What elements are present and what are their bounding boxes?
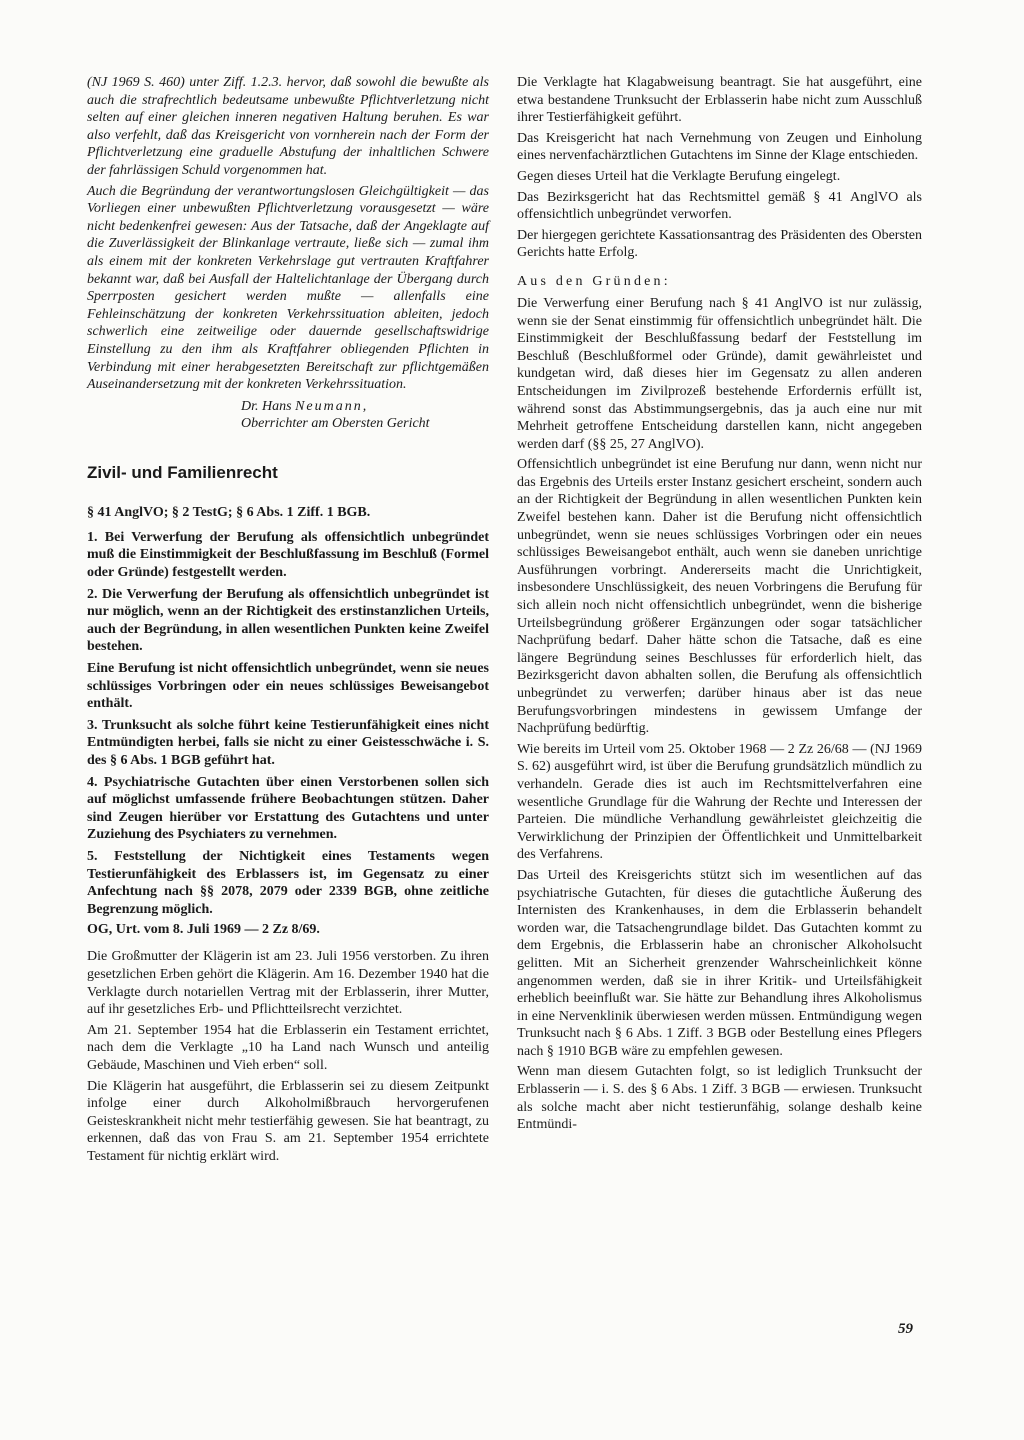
author-prefix: Dr. Hans [241,398,296,414]
author-name [241,398,489,416]
reasons-heading: Aus den Gründen: [517,273,671,289]
headnote: 1. Bei Verwerfung der Berufung als offensichtlich unbegründet muß die Einstimmigkeit der Beschlußfassung im Beschluß (Formel oder Gründe) festgestellt werden. [87,529,489,581]
headnote: 4. Psychiatrische Gutachten über einen Verstorbenen sollen sich auf möglichst umfassende frühere Beobachtungen stützen. Daher sind Zeugen hierüber vor Erstattung des Gutachtens und unter Zuziehung des Psychiaters zu vernehmen. [87,774,489,843]
body-paragraph: Wie bereits im Urteil vom 25. Oktober 1968 — 2 Zz 26/68 — (NJ 1969 S. 62) ausgeführt wird, ist über die Berufung grundsätzlich mündlich zu verhandeln. Gerade dies ist auch im Rechtsmittelverfahren eine wesentliche Grundlage für die Wahrung der Rechte und Interessen der Parteien. Die mündliche Verhandlung gewährleistet gleichzeitig die Verwirklichung der Prinzipien der Öffentlichkeit und Unmittelbarkeit des Verfahrens. [517,741,922,863]
headnote: 5. Feststellung der Nichtigkeit eines Testaments wegen Testierunfähigkeit des Erblassers ist, im Gegensatz zu einer Anfechtung nach §§ 2078, 2079 oder 2339 BGB, ohne zeitliche Begrenzung möglich. [87,848,489,917]
italic-paragraph: Auch die Begründung der verantwortungslosen Gleichgültigkeit — das Vorliegen einer unbewußten Pflichtverletzung vorausgesetzt — wäre nicht bedenkenfrei gewesen: Aus der Tatsache, daß der Angeklagte auf die Zuverlässigkeit der Blinkanlage vertraute, ließe sich — zumal ihm als einem mit der konkreten Verkehrslage gut vertrauten Kraftfahrer bekannt war, daß bei Ausfall der Haltelichtanlage der Übergang durch Sperrposten gesichert werden mußte — allenfalls eine Fehleinschätzung der konkreten Verkehrssituation ableiten, jedoch schwerlich eine zeitweilige oder dauernde gesellschaftswidrige Einstellung zu den ihm als Kraftfahrer obliegenden Pflichten in Verbindung mit einer herabgesetzten Bereitschaft zur pflichtgemäßen Auseinandersetzung mit der konkreten Verkehrssituation. [87,183,489,393]
body-paragraph: Die Großmutter der Klägerin ist am 23. Juli 1956 verstorben. Zu ihren gesetzlichen Erben gehört die Klägerin. Am 16. Dezember 1940 hat die Verklagte durch notariellen Vertrag mit der Erblasserin, ihrer Mutter, auf ihr gesetzliches Erb- und Pflichtteilsrecht verzichtet. [87,949,489,1018]
body-paragraph: Das Kreisgericht hat nach Vernehmung von Zeugen und Einholung eines nervenfachärztlichen Gutachtens im Sinne der Klage entschieden. [517,130,922,164]
body-paragraph: Das Urteil des Kreisgerichts stützt sich im wesentlichen auf das psychiatrische Gutachten, für dieses die gutachtliche Äußerung des Internisten des Krankenhauses, in dem die Erblasserin behandelt worden war, die Tatsachengrundlage bildet. Das Gutachten kommt zu dem Ergebnis, die Erblasserin habe an chronischer Alkoholsucht gelitten. Mit an Sicherheit grenzender Wahrscheinlichkeit könne angenommen werden, daß sie in ihrer Kritik- und Urteilsfähigkeit erheblich beeinflußt war. Sie hätte zur Behandlung ihres Alkoholismus in eine Nervenklinik überwiesen werden müssen. Entmündigung wegen Trunksucht nach § 6 Abs. 1 Ziff. 3 BGB oder Bestellung eines Pflegers nach § 1910 BGB wäre zu empfehlen gewesen. [517,867,922,1059]
page-number: 59 [898,1321,913,1337]
author-suffix: , [362,398,367,414]
body-paragraph: Der hiergegen gerichtete Kassationsantrag des Präsidenten des Obersten Gerichts hatte Erfolg. [517,227,922,261]
italic-paragraph: (NJ 1969 S. 460) unter Ziff. 1.2.3. hervor, daß sowohl die bewußte als auch die strafrechtlich bedeutsame unbewußte Pflichtverletzung nicht selten auf einer gleichen inneren negativen Haltung beruhen. Es war also verfehlt, daß das Kreisgericht von vornherein nach der Form der Pflichtverletzung eine graduelle Abstufung der inhaltlichen Schwere der fahrlässigen Schuld vorgenommen hat. [87,75,489,178]
right-column [517,74,922,1137]
section-title: Zivil- und Familienrecht [87,462,278,482]
headnote: 2. Die Verwerfung der Berufung als offensichtlich unbegründet ist nur möglich, wenn an der Richtigkeit des erstinstanzlichen Urteils, auch der Begründung, in allen wesentlichen Punkten keine Zweifel bestehen. [87,586,489,655]
court-citation: OG, Urt. vom 8. Juli 1969 — 2 Zz 8/69. [87,922,320,938]
headnote: Eine Berufung ist nicht offensichtlich unbegründet, wenn sie neues schlüssiges Vorbringen oder ein neues schlüssiges Beweisangebot enthält. [87,661,489,712]
body-paragraph: Die Verklagte hat Klagabweisung beantragt. Sie hat ausgeführt, eine etwa bestandene Trunksucht der Erblasserin habe nicht zum Ausschluß ihrer Testierfähigkeit geführt. [517,75,922,126]
cited-norms: § 41 AnglVO; § 2 TestG; § 6 Abs. 1 Ziff. 1 BGB. [87,504,371,520]
body-paragraph: Das Bezirksgericht hat das Rechtsmittel gemäß § 41 AnglVO als offensichtlich unbegründet verworfen. [517,189,922,223]
author-title: Oberrichter am Obersten Gericht [241,416,430,432]
body-paragraph: Am 21. September 1954 hat die Erblasserin ein Testament errichtet, nach dem die Verklagte „10 ha Land nach Wunsch und anteilig Gebäude, Maschinen und Vieh erben“ soll. [87,1022,489,1073]
body-paragraph: Offensichtlich unbegründet ist eine Berufung nur dann, wenn nicht nur das Ergebnis des Urteils erster Instanz gesichert erscheint, sondern auch an der Richtigkeit der Begründung in allen wesentlichen Punkten kein Zweifel bestehen kann. Daher ist die Berufung nicht offensichtlich unbegründet, wenn sie neues schlüssiges Vorbringen oder ein neues schlüssiges Beweisangebot enthält, auch wenn sie daneben unrichtige Ausführungen vorbringt. Andererseits macht die Unrichtigkeit, insbesondere Unschlüssigkeit, des neuen Vorbringens die Berufung für sich allein noch nicht offensichtlich unbegründet, wenn die bisherige Urteilsbegründung größerer Ergänzungen oder sogar tatsächlicher Nachprüfung bedarf. Daher hätte schon die Tatsache, daß es eine längere Begründung seines Beschlusses für erforderlich hielt, das Bezirksgericht davon abhalten sollen, die Berufung als offensichtlich unbegründet zu verwerfen; darüber hinaus aber ist das neue Berufungsvorbringen mindestens in gewissem Umfange der Nachprüfung bedürftig. [517,457,922,737]
author-surname: Neumann [295,398,363,414]
headnote: 3. Trunksucht als solche führt keine Testierunfähigkeit eines nicht Entmündigten herbei, falls sie nicht zu einer Geistesschwäche i. S. des § 6 Abs. 1 BGB geführt hat. [87,717,489,768]
body-paragraph: Gegen dieses Urteil hat die Verklagte Berufung eingelegt. [517,168,841,184]
author-signature [87,398,489,433]
body-paragraph: Die Verwerfung einer Berufung nach § 41 AnglVO ist nur zulässig, wenn sie der Senat einstimmig für offensichtlich unbegründet hält. Die Einstimmigkeit der Beschlußfassung bedarf der Feststellung im Beschluß (Beschlußformel oder Gründe), damit gewährleistet und kundgetan wird, daß dieses hier im Gegensatz zu allen anderen Entscheidungen im Zivilprozeß bestehende Erfordernis erfüllt ist, während sonst das Abstimmungsergebnis, das ja auch eine nur mit Mehrheit getroffene Entscheidung darstellen kann, nicht angegeben werden darf (§§ 25, 27 AnglVO). [517,295,922,452]
body-paragraph: Wenn man diesem Gutachten folgt, so ist lediglich Trunksucht der Erblasserin — i. S. des § 6 Abs. 1 Ziff. 3 BGB — erwiesen. Trunksucht als solche macht aber nicht testierunfähig, solange deshalb keine Entmündi- [517,1064,922,1133]
left-column [87,74,489,1168]
body-paragraph: Die Klägerin hat ausgeführt, die Erblasserin sei zu diesem Zeitpunkt infolge einer durch Alkoholmißbrauch hervorgerufenen Geisteskrankheit nicht mehr testierfähig gewesen. Sie hat beantragt, zu erkennen, daß das von Frau S. am 21. September 1954 errichtete Testament für nichtig erklärt wird. [87,1078,489,1164]
